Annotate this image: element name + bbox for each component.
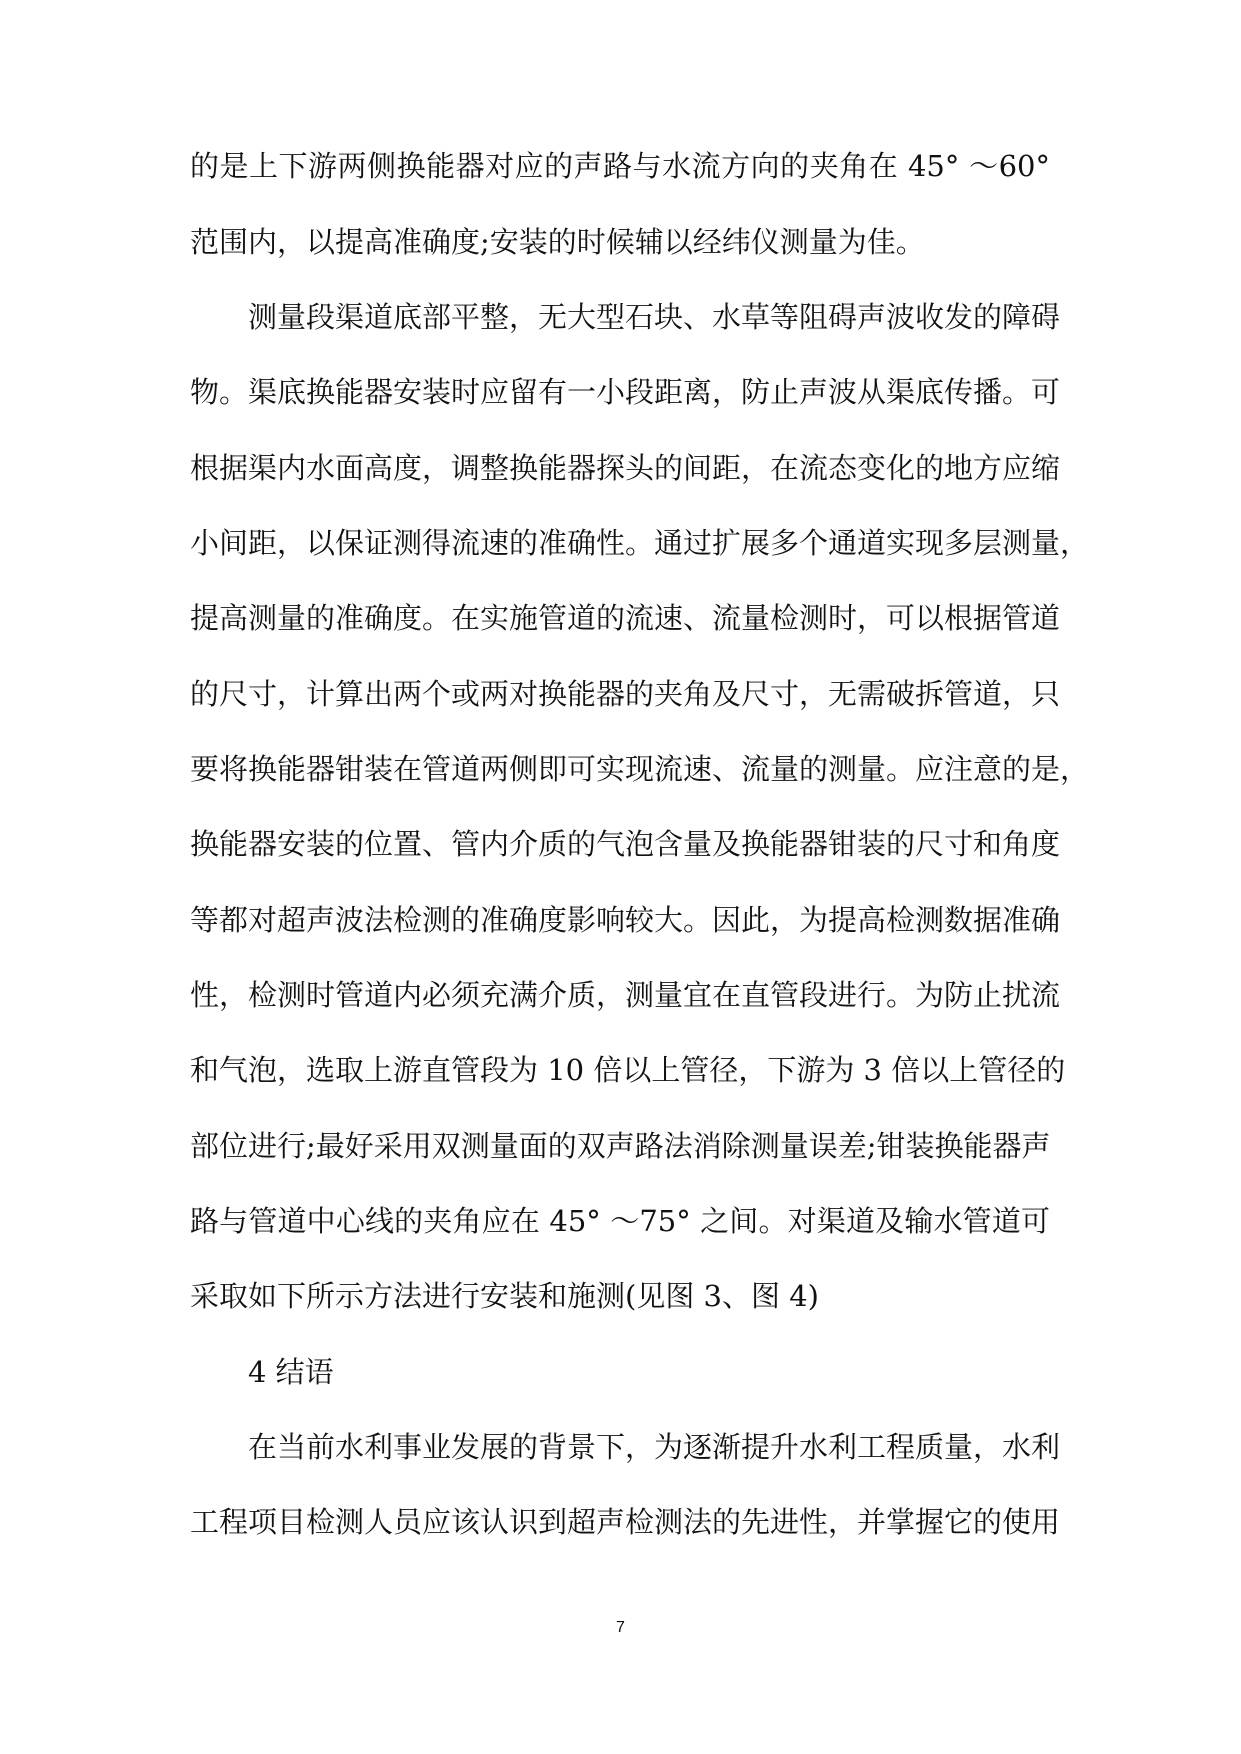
text-line: 小间距，以保证测得流速的准确性。通过扩展多个通道实现多层测量， <box>190 526 1090 560</box>
text-line: 等都对超声波法检测的准确度影响较大。因此，为提高检测数据准确 <box>190 903 1061 937</box>
text-line: 和气泡，选取上游直管段为 10 倍以上管径，下游为 3 倍以上管径的 <box>190 1053 1066 1087</box>
text-line: 工程项目检测人员应该认识到超声检测法的先进性，并掌握它的使用 <box>190 1505 1061 1539</box>
text-line: 测量段渠道底部平整，无大型石块、水草等阻碍声波收发的障碍 <box>248 300 1061 334</box>
text-line: 根据渠内水面高度，调整换能器探头的间距，在流态变化的地方应缩 <box>190 451 1061 485</box>
text-line: 范围内，以提高准确度;安装的时候辅以经纬仪测量为佳。 <box>190 225 925 259</box>
text-line: 在当前水利事业发展的背景下，为逐渐提升水利工程质量，水利 <box>248 1430 1061 1464</box>
text-line: 路与管道中心线的夹角应在 45° ～75° 之间。对渠道及输水管道可 <box>190 1204 1050 1238</box>
page-number: 7 <box>616 1619 625 1636</box>
text-line: 性，检测时管道内必须充满介质，测量宜在直管段进行。为防止扰流 <box>190 978 1061 1012</box>
text-line: 的尺寸，计算出两个或两对换能器的夹角及尺寸，无需破拆管道，只 <box>190 677 1061 711</box>
text-line: 要将换能器钳装在管道两侧即可实现流速、流量的测量。应注意的是， <box>190 752 1090 786</box>
text-line: 换能器安装的位置、管内介质的气泡含量及换能器钳装的尺寸和角度 <box>190 827 1061 861</box>
text-line: 提高测量的准确度。在实施管道的流速、流量检测时，可以根据管道 <box>190 601 1061 635</box>
text-line: 部位进行;最好采用双测量面的双声路法消除测量误差;钳装换能器声 <box>190 1129 1051 1163</box>
text-line: 采取如下所示方法进行安装和施测(见图 3、图 4) <box>190 1279 819 1313</box>
text-line: 的是上下游两侧换能器对应的声路与水流方向的夹角在 45° ～60° <box>190 149 1050 183</box>
text-line: 物。渠底换能器安装时应留有一小段距离，防止声波从渠底传播。可 <box>190 375 1061 409</box>
section-heading: 4 结语 <box>248 1355 334 1389</box>
